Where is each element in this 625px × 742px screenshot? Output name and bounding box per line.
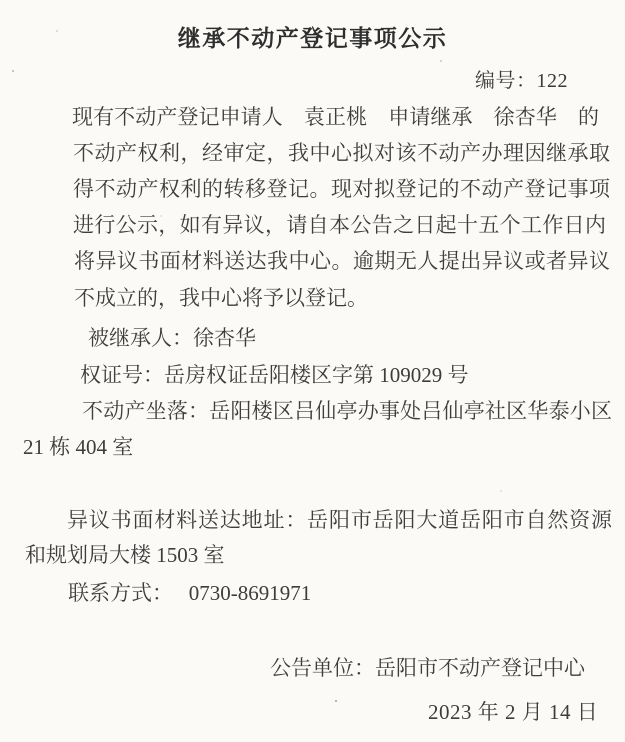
- body-line: 进行公示，如有异议，请自本公告之日起十五个工作日内: [73, 213, 606, 237]
- serial-number: 编号：122: [475, 70, 568, 92]
- certificate-number-line: 权证号：岳房权证岳阳楼区字第 109029 号: [80, 363, 469, 387]
- decedent-line: 被继承人：徐杏华: [88, 326, 256, 350]
- body-line: 不成立的，我中心将予以登记。: [74, 286, 368, 310]
- property-location-line: 不动产坐落：岳阳楼区吕仙亭办事处吕仙亭社区华泰小区: [82, 399, 612, 423]
- contact-line: 联系方式： 0730-8691971: [68, 581, 312, 605]
- page-title: 继承不动产登记事项公示: [177, 25, 448, 51]
- property-location-line: 21 栋 404 室: [23, 435, 134, 459]
- date-line: 2023 年 2 月 14 日: [428, 700, 599, 724]
- body-line: 得不动产权利的转移登记。现对拟登记的不动产登记事项: [73, 177, 610, 201]
- body-line: 将异议书面材料送达我中心。逾期无人提出异议或者异议: [74, 249, 610, 273]
- objection-address-line: 和规划局大楼 1503 室: [25, 543, 225, 567]
- scan-speck: [12, 70, 14, 72]
- objection-address-line: 异议书面材料送达地址：岳阳市岳阳大道岳阳市自然资源: [67, 508, 612, 532]
- issuer-line: 公告单位：岳阳市不动产登记中心: [270, 656, 585, 680]
- body-line: 现有不动产登记申请人 袁正桃 申请继承 徐杏华 的: [72, 105, 599, 129]
- body-line: 不动产权利，经审定，我中心拟对该不动产办理因继承取: [73, 141, 610, 165]
